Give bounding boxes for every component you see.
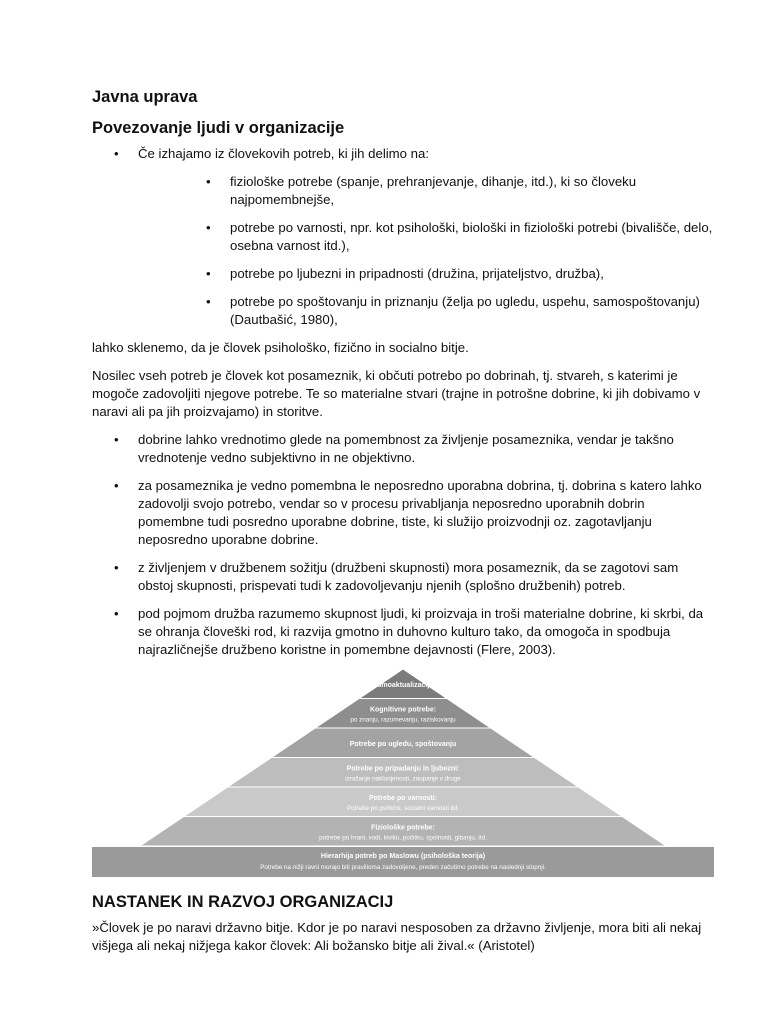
conclusion-text: lahko sklenemo, da je človek psihološko, fizično in socialno bitje.	[92, 340, 469, 355]
pyramid-level-title: Potrebe po ugledu, spoštovanju	[349, 740, 457, 748]
list-item: • potrebe po spoštovanju in priznanju (želja po ugledu, uspehu, samospoštovanju) (Dautbašić, 1980),	[138, 293, 714, 329]
document-subtitle: Povezovanje ljudi v organizacije	[92, 119, 345, 137]
intro-bullet-text: Če izhajamo iz človekovih potreb, ki jih delimo na:	[138, 146, 429, 161]
needs-intro-list	[92, 145, 714, 329]
list-item	[92, 145, 714, 329]
aristotle-quote: »Človek je po naravi državno bitje. Kdor je po naravi nesposoben za državno življenje, mora biti ali nekaj višjega ali nekaj nižjega kakor človek: Ali božansko bitje ali žival.« (Aristotel)	[92, 920, 702, 953]
pyramid-level-desc: potrebe po hrani, vodi, kisiku, počitku, spolnosti, gibanju, itd.	[319, 834, 487, 842]
pyramid-level-title: Kognitivne potrebe:	[369, 706, 437, 714]
pyramid-level-title: Potrebe po pripadanju in ljubezni:	[346, 765, 460, 773]
list-item: • z življenjem v družbenem sožitju (družbeni skupnosti) mora posameznik, da se zagotovi sam obstoj skupnosti, prispevati tudi k zadovoljevanju njenih (splošno družbenih) potreb.	[92, 559, 714, 595]
pyramid-base-desc: Potrebe na nižji ravni morajo biti pravilioma zadovoljene, preden začutimo potrebe na naslednji stopnji.	[260, 864, 546, 871]
pyramid-level-title: Potrebe po varnosti:	[368, 794, 438, 802]
document-title: Javna uprava	[92, 88, 198, 106]
body-paragraph: Nosilec vseh potreb je človek kot posameznik, ki občuti potrebo po dobrinah, tj. stvareh, s katerimi je mogoče zadovoljiti njegove potrebe. Te so materialne stvari (trajne in potrošne dobrine, ki jih dobivamo v naravi ali pa jih proizvajamo) in storitve.	[92, 368, 701, 419]
pyramid-base-title: Hierarhija potreb po Maslowu (psihološka teorija)	[320, 853, 486, 860]
pyramid-level-2	[315, 699, 490, 729]
pyramid-level-desc: izražanje naklonjenosti, zaupanje v druge	[345, 775, 461, 783]
goods-list	[92, 431, 714, 659]
maslow-pyramid	[92, 669, 714, 879]
pyramid-level-6	[140, 817, 666, 847]
list-item: • dobrine lahko vrednotimo glede na pomembnost za življenje posameznika, vendar je takšno vrednotenje vedno subjektivno in ne objektivno.	[92, 431, 714, 467]
list-item: • potrebe po ljubezni in pripadnosti (družina, prijateljstvo, družba),	[138, 265, 714, 283]
pyramid-level-5	[184, 787, 622, 817]
pyramid-level-title: Samoaktualizacija	[372, 681, 434, 689]
pyramid-graphic	[92, 669, 714, 879]
list-item: • fiziološke potrebe (spanje, prehranjevanje, dihanje, itd.), ki so človeku najpomembnejše,	[138, 173, 714, 209]
list-item: • potrebe po varnosti, npr. kot psihološki, biološki in fiziološki potrebi (bivališče, delo, osebna varnost itd.),	[138, 219, 714, 255]
pyramid-level-4	[228, 758, 579, 788]
pyramid-level-desc: Potrebe po psihični, socialni varnosti itd.	[346, 804, 460, 812]
pyramid-level-title: Fiziološke potrebe:	[371, 824, 435, 832]
section-title: NASTANEK IN RAZVOJ ORGANIZACIJ	[92, 893, 394, 911]
document-page	[92, 86, 714, 965]
list-item: • za posameznika je vedno pomembna le neposredno uporabna dobrina, tj. dobrina s katero lahko zadovolji svojo potrebo, vendar so v procesu privabljanja neposredno uporabnih dobrin pomembne tudi posredno uporabne dobrine, tiste, ki služijo proizvodnji oz. zagotavljanju neposredno uporabne dobrine.	[92, 477, 714, 549]
needs-list	[138, 173, 714, 329]
list-item: • pod pojmom družba razumemo skupnost ljudi, ki proizvaja in troši materialne dobrine, ki skrbi, da se ohranja človeški rod, ki razvija gmotno in duhovno kulturo tako, da omogoča in spodbuja najrazličnejše družbeno koristne in pomembne dejavnosti (Flere, 2003).	[92, 605, 714, 659]
pyramid-level-desc: po znanju, razumevanju, raziskovanju	[350, 716, 456, 724]
pyramid-base	[92, 847, 714, 877]
